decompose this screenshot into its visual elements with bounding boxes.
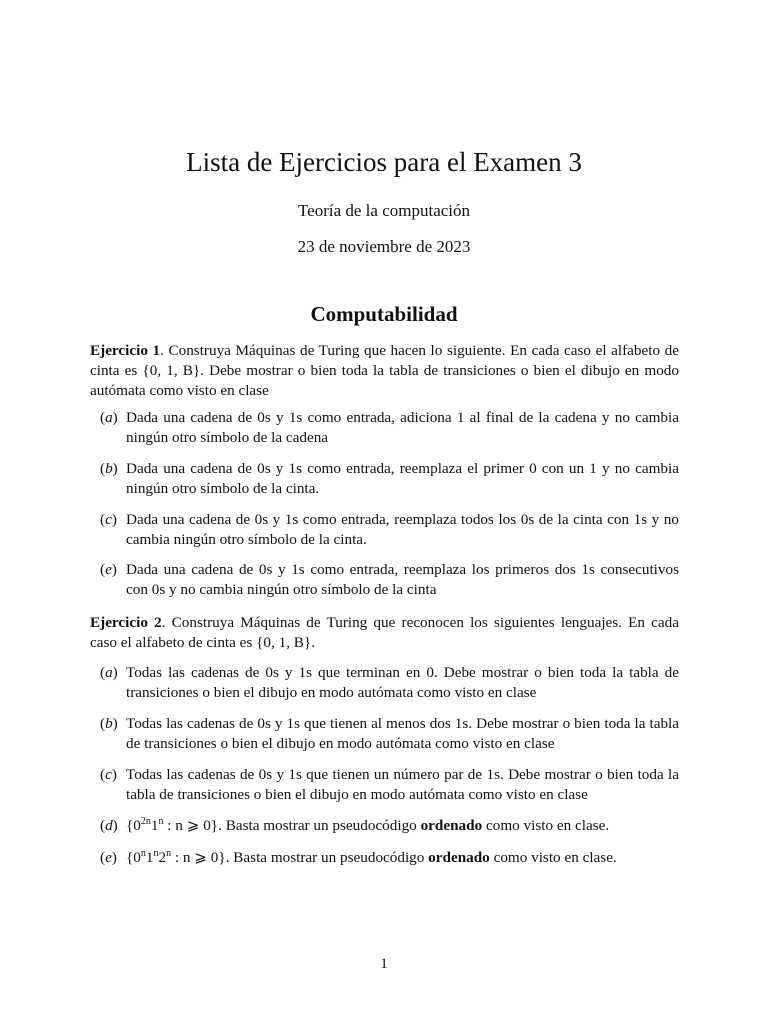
- list-item: [90, 663, 679, 703]
- list-item: [90, 714, 679, 754]
- item-text: Dada una cadena de 0s y 1s como entrada, reemplaza todos los 0s de la cinta con 1s y no cambia ningún otro símbolo de la cinta.: [126, 511, 679, 548]
- list-item: [90, 408, 679, 448]
- exercise-2-heading: Ejercicio 2: [90, 614, 162, 631]
- exercise-2-intro: [90, 613, 679, 653]
- item-label: (c): [100, 766, 117, 783]
- tape-alphabet: {0, 1, B}: [256, 634, 312, 651]
- list-item: [90, 560, 679, 600]
- document-title: Lista de Ejercicios para el Examen 3: [186, 147, 582, 177]
- list-item: [90, 765, 679, 805]
- item-text: Todas las cadenas de 0s y 1s que terminan en 0. Debe mostrar o bien toda la tabla de transiciones o bien el dibujo en modo autómata como visto en clase: [126, 664, 679, 701]
- item-text: Todas las cadenas de 0s y 1s que tienen al menos dos 1s. Debe mostrar o bien toda la tabla de transiciones o bien el dibujo en modo autómata como visto en clase: [126, 715, 679, 752]
- item-text: {0$^n$1$^n$2$^n$ : n ⩾ 0}. Basta mostrar un pseudocódigo ordenado como visto en clase.: [126, 848, 617, 866]
- item-text: Dada una cadena de 0s y 1s como entrada, reemplaza los primeros dos 1s consecutivos con 0s y no cambia ningún otro símbolo de la cinta: [126, 561, 679, 598]
- exercise-1-intro: [90, 341, 679, 401]
- item-text: {$0^{2n}1^n$ : n ⩾ 0}. Basta mostrar un pseudocódigo ordenado como visto en clase.: [126, 816, 610, 834]
- list-item: [90, 510, 679, 550]
- item-label: (a): [100, 409, 118, 426]
- tape-alphabet: {0, 1, B}: [142, 362, 201, 379]
- item-label: (b): [100, 460, 118, 477]
- list-item: [90, 816, 679, 836]
- document-date: 23 de noviembre de 2023: [297, 237, 471, 256]
- course-name: Teoría de la computación: [297, 201, 471, 220]
- section-title: Computabilidad: [310, 302, 458, 326]
- item-text: Dada una cadena de 0s y 1s como entrada, reemplaza el primer 0 con un 1 y no cambia ningún otro símbolo de la cinta.: [126, 460, 679, 497]
- list-item: [90, 459, 679, 499]
- item-text: Todas las cadenas de 0s y 1s que tienen un número par de 1s. Debe mostrar o bien toda la tabla de transiciones o bien el dibujo en modo autómata como visto en clase: [126, 766, 679, 803]
- exercise-1-heading: Ejercicio 1: [90, 342, 161, 359]
- page-number: 1: [380, 956, 388, 972]
- emphasis-ordenado: ordenado: [428, 849, 490, 866]
- item-label: (b): [100, 715, 118, 732]
- item-label: (c): [100, 511, 117, 528]
- item-label: (d): [100, 817, 118, 834]
- exercise-1-text-b: . Debe mostrar o bien toda la tabla de transiciones o bien el dibujo en modo autómata como visto en clase: [90, 362, 679, 399]
- item-label: (e): [100, 561, 117, 578]
- emphasis-ordenado: ordenado: [420, 817, 483, 834]
- item-text: Dada una cadena de 0s y 1s como entrada, adiciona 1 al final de la cadena y no cambia ningún otro símbolo de la cadena: [126, 409, 679, 446]
- item-label: (a): [100, 664, 118, 681]
- item-label: (e): [100, 849, 117, 866]
- exercise-2-text-b: .: [311, 634, 316, 651]
- list-item: [90, 848, 679, 868]
- exercise-1-text-a: . Construya Máquinas de Turing que hacen lo siguiente. En cada caso el alfabeto de cinta es: [90, 342, 679, 379]
- exercise-2-text-a: . Construya Máquinas de Turing que reconocen los siguientes lenguajes. En cada caso el alfabeto de cinta es: [90, 614, 679, 651]
